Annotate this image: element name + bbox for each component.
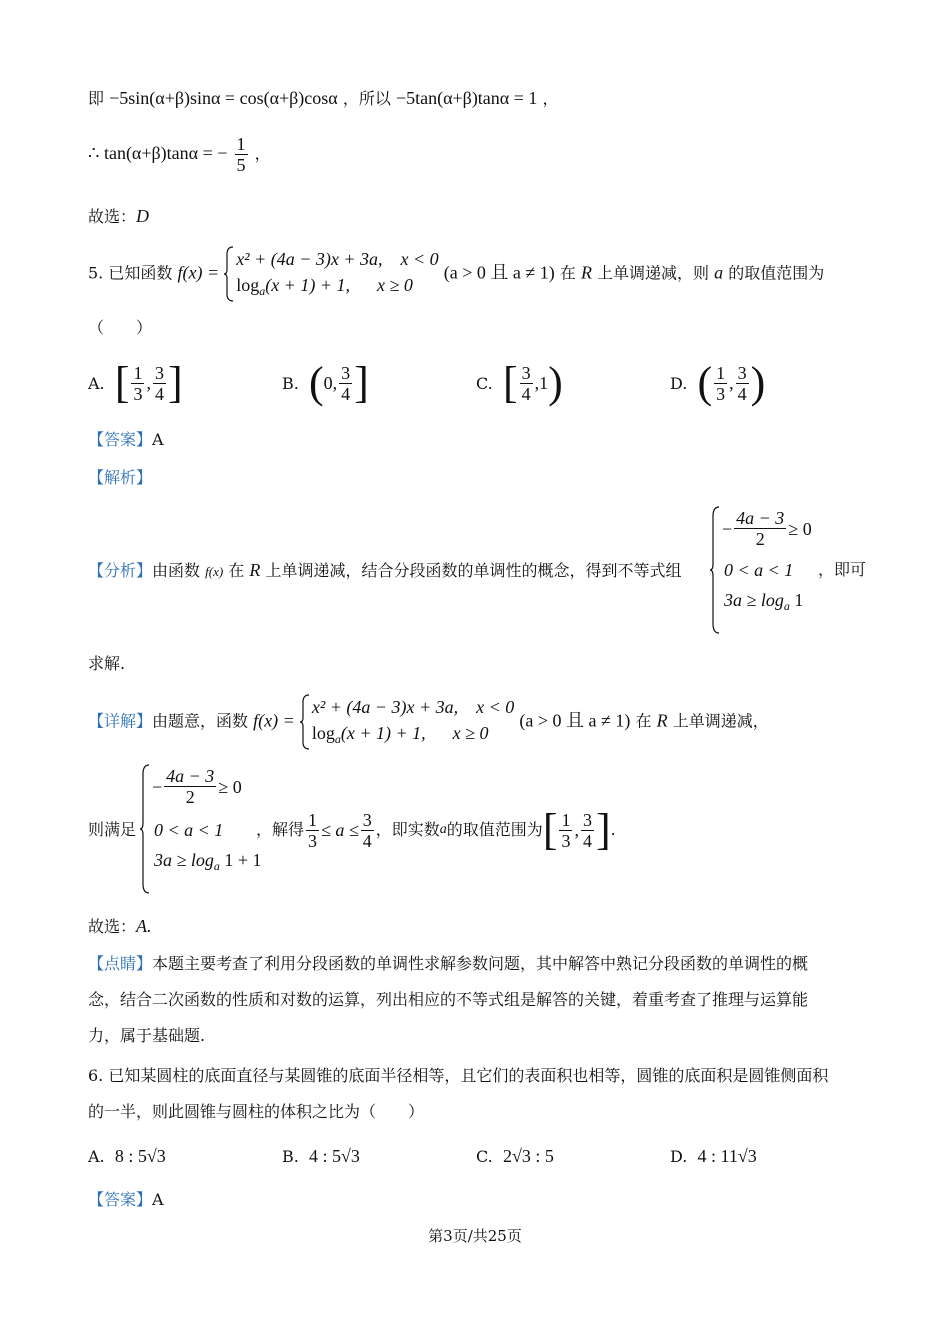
denominator: 4 [737,383,747,404]
option-label: A. [88,1147,105,1166]
text: 求解. [88,654,126,673]
analysis-end [88,654,125,674]
answer-blank: （ ） [88,318,153,337]
bracket: ) [750,358,766,407]
detail-tag: 【详解】 [88,711,153,731]
denominator: 4 [521,383,531,404]
option-b[interactable] [282,358,369,408]
denominator: 4 [341,383,351,404]
text: 念，结合二次函数的性质和对数的运算，列出相应的不等式组是解答的关键，着重考查了推理与运算能 [88,990,809,1009]
option-label: B. [282,373,299,393]
inequality-3: 3a ≥ log [724,590,784,610]
numerator: 3 [362,809,372,830]
question-5-paren [88,318,152,338]
bracket: [ [542,805,558,854]
case-2: log [311,723,335,743]
denominator: 4 [582,830,592,851]
text: . [610,820,616,839]
condition: (a > 0 且 a ≠ 1) [519,710,631,731]
text: ，即实数 [375,820,440,839]
text: 上单调递减，结合分段函数的单调性的概念，得到不等式组 [265,561,682,580]
case-2: log [236,275,260,295]
option-label: C. [476,373,493,393]
numerator: 1 [561,809,571,830]
option-label: D. [670,1147,688,1166]
text: 的取值范围为 [728,263,825,283]
value: 1 [794,590,804,610]
answer-value: A [152,430,164,449]
text: 故选： [88,917,137,936]
denominator: 5 [236,155,246,175]
numerator: 3 [341,362,351,383]
denominator: 3 [133,383,143,404]
numerator: 4a − 3 [736,508,785,528]
answer-letter: A. [136,916,152,936]
brace-icon [710,506,720,634]
text: 本题主要考查了利用分段函数的单调性求解参数问题，其中解答中熟记分段函数的单调性的概 [152,954,809,973]
brace-icon [224,246,234,302]
brace-icon [300,694,310,750]
bracket: ( [309,358,324,407]
question-number: 5. [88,263,104,283]
numerator: 3 [521,362,531,383]
detail-line-1 [88,694,769,750]
options-q5 [88,358,868,408]
question-5 [88,246,824,302]
option-value: 4 : 5√3 [309,1146,360,1166]
analysis-label: 【分析】 [88,561,153,580]
case-2-condition: x ≥ 0 [376,275,413,295]
comment-tag: 【点睛】 [88,954,153,973]
text: 则满足 [88,820,137,839]
option-value: 8 : 5√3 [114,1146,166,1166]
bracket: ] [595,805,611,854]
inequality-2: 0 < a < 1 [724,560,794,580]
option-d[interactable] [670,1146,757,1167]
analysis-tag: 【解析】 [88,468,153,487]
numerator: 1 [716,362,726,383]
piecewise-function [224,246,438,302]
question-6-line-2 [88,1102,424,1122]
value: ,1 [534,372,549,393]
equation: −5sin(α+β)sinα = cos(α+β)cosα [109,88,338,108]
variable: a [439,822,447,837]
option-c[interactable] [476,358,563,408]
denominator: 3 [561,830,571,851]
text: 的取值范围为 [446,820,543,839]
inequality-2: 0 < a < 1 [154,820,224,840]
text: ，即可 [818,560,867,579]
numerator: 1 [236,134,246,154]
condition: (a > 0 且 a ≠ 1) [443,262,555,283]
option-b[interactable] [282,1146,360,1167]
text: 故选： [88,207,137,226]
brace-icon [140,764,150,894]
case-1-condition: x < 0 [476,697,515,717]
bracket: ] [354,358,369,407]
denominator: 2 [185,787,195,807]
answer-letter: D [136,206,150,226]
numerator: 3 [737,362,747,383]
numerator: 1 [133,362,143,383]
choose-a [88,916,152,937]
set-r: R [249,560,261,580]
comment-line-1 [88,954,808,974]
bracket: ] [167,358,183,407]
denominator: 4 [362,830,372,851]
answer-tag: 【答案】 [88,430,153,449]
option-d[interactable]: D. ( $\frac{1}{3}$ , $\frac{3}{4}$ ) [670,358,766,407]
text: 在 [559,263,576,283]
option-label: B. [282,1147,299,1166]
text: ，所以 [342,89,391,108]
comment-line-2 [88,990,808,1010]
case-2-tail: (x + 1) + 1, [265,275,350,295]
inequality-tail: ≥ 0 [788,518,812,539]
text: 由函数 [152,561,201,580]
text: 上单调递减， [672,711,769,731]
answer-6 [88,1190,164,1210]
function-name: f(x) = [253,710,295,731]
answer-5 [88,430,164,450]
case-1: x² + (4a − 3)x + 3a, [236,249,383,269]
case-2-condition: x ≥ 0 [452,723,489,743]
numerator: 3 [582,809,592,830]
question-6-line-1 [88,1066,828,1086]
inequality-3: 3a ≥ log [154,850,214,870]
function-name: f(x) = [177,262,220,283]
option-label: A. [88,373,105,393]
fraction [235,134,248,175]
numerator: 4a − 3 [166,766,215,786]
inequality-system: − $\frac{4a - 3}{2}$ ≥ 0 0 < a < 1 $3a \ge \log_a 1$ [710,506,820,634]
page-footer: 第3页/共25页 [428,1227,522,1245]
comment-line-3 [88,1026,205,1046]
question-text: 的一半，则此圆锥与圆柱的体积之比为（ ） [88,1102,425,1121]
bracket: ) [548,358,563,407]
inequality: ≤ a ≤ [321,820,359,840]
choose-d [88,206,149,227]
option-label: C. [476,1147,493,1166]
bracket: [ [502,358,518,407]
value: 1 + 1 [224,850,262,870]
option-value: 2√3 : 5 [502,1146,554,1166]
option-value: 4 : 11√3 [697,1146,757,1166]
inequality-system: − $\frac{4a - 3}{2}$ ≥ 0 0 < a < 1 $3a \ge \log_a 1 + 1$ [140,764,260,894]
text: 即 [88,89,105,108]
set-r: R [580,262,592,283]
option-a[interactable] [88,1146,166,1167]
jiexi [88,468,152,488]
log-base: a [213,859,220,873]
piecewise-function [300,694,514,750]
question-text: 6. 已知某圆柱的底面直径与某圆锥的底面半径相等，且它们的表面积也相等，圆锥的底面积是圆锥侧面积 [88,1066,829,1085]
set-r: R [656,710,668,731]
option-a[interactable]: A. [ $\frac{1}{3}$ , $\frac{3}{4}$ ] [88,358,183,407]
text: ，解得 [256,820,305,839]
equation: ∴ tan(α+β)tanα = − [88,143,228,163]
log-base: a [334,732,341,746]
solution-line-1 [88,88,559,109]
numerator: 3 [154,362,164,383]
answer-value: A [152,1190,164,1209]
log-base: a [783,599,790,613]
case-2-tail: (x + 1) + 1, [340,723,426,743]
answer-tag: 【答案】 [88,1190,153,1209]
bracket: [ [114,358,130,407]
text: 在 [635,711,652,731]
case-1: x² + (4a − 3)x + 3a, [311,697,459,717]
equation: −5tan(α+β)tanα = 1 [395,88,538,108]
text: 上单调递减，则 [597,263,710,283]
case-1-condition: x < 0 [400,249,439,269]
option-c[interactable] [476,1146,554,1167]
numerator: 1 [308,809,318,830]
function-name: f(x) [205,564,224,579]
variable: a [714,262,724,283]
text: 力，属于基础题. [88,1026,206,1045]
value: 0, [323,372,338,393]
text: ， [254,144,271,163]
denominator: 3 [308,830,318,851]
options-q6 [88,1146,868,1168]
option-label: D. [670,373,688,393]
text: 已知函数 [108,263,173,283]
log-base: a [259,284,266,298]
text: 由题意，函数 [152,711,249,731]
denominator: 2 [755,529,765,549]
text: 在 [228,561,245,580]
denominator: 4 [154,383,164,404]
inequality-tail: ≥ 0 [218,776,242,797]
solution-line-2 [88,134,271,175]
bracket: ( [697,358,713,407]
denominator: 3 [716,383,726,404]
text: ， [542,89,559,108]
